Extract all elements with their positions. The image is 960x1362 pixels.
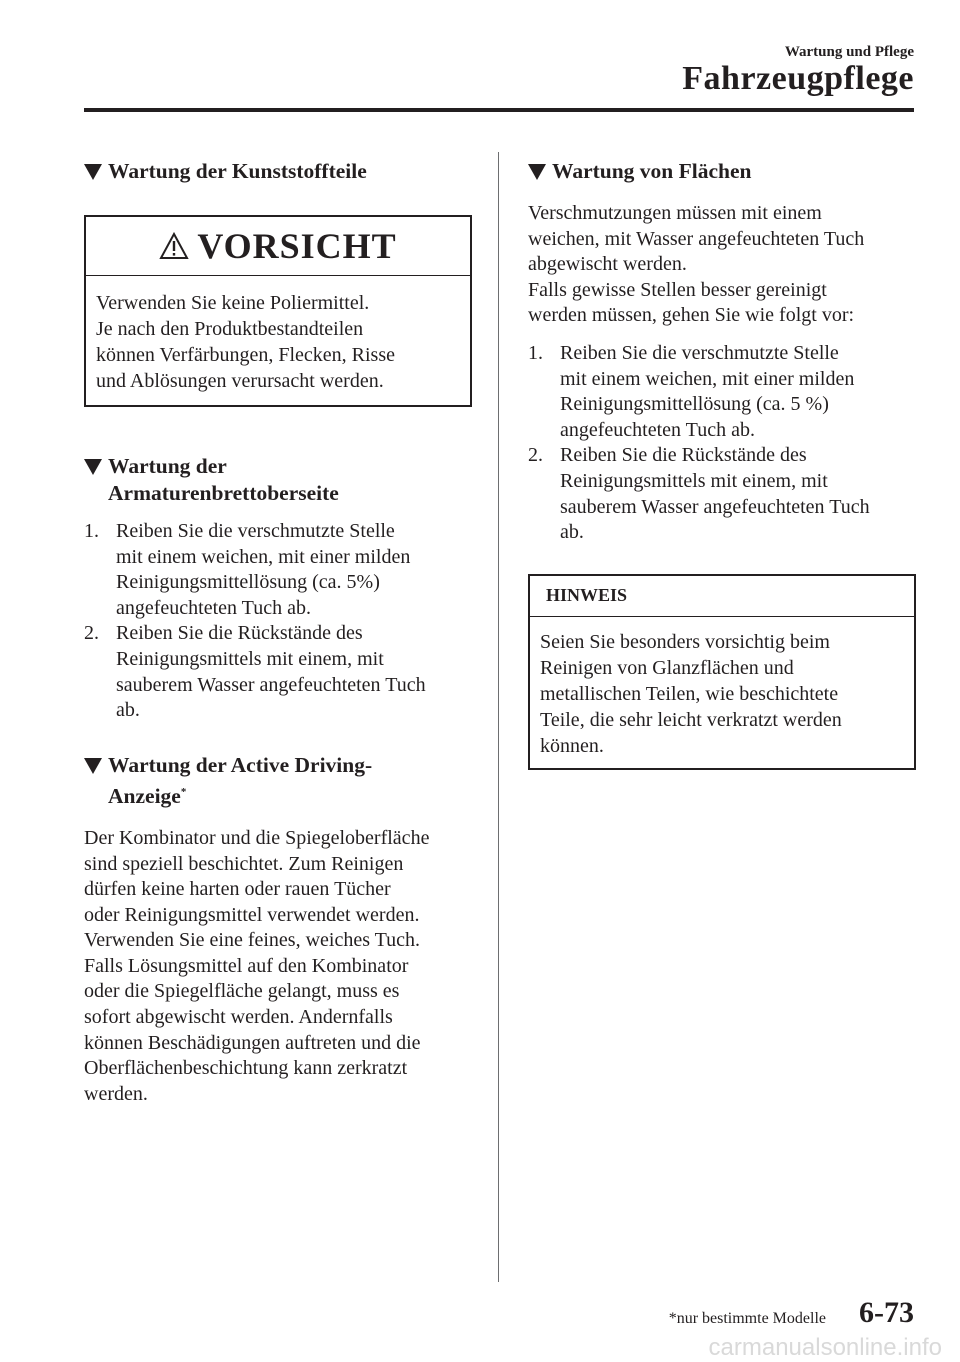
steps-armaturenbrett xyxy=(84,519,472,724)
list-item: 2. Reiben Sie die Rückstände des Reinigungsmittels mit einem, mit sauberem Wasser angefeuchteten Tuch ab. xyxy=(84,622,426,722)
caution-title: VORSICHT xyxy=(197,226,397,266)
caution-header xyxy=(86,217,470,276)
left-column xyxy=(84,158,472,1107)
note-box xyxy=(528,574,916,770)
heading-active-driving-display: Wartung der Active Driving- Anzeige* xyxy=(84,752,472,810)
triangle-bullet-icon xyxy=(528,164,546,180)
caution-text: Verwenden Sie keine Poliermittel. Je nach den Produktbestandteilen können Verfärbungen, Flecken, Risse und Ablösungen verursacht werden. xyxy=(96,292,396,392)
triangle-bullet-icon xyxy=(84,758,102,774)
chapter-label: Wartung und Pflege xyxy=(784,44,914,60)
right-column xyxy=(528,158,916,770)
active-driving-display-text: Der Kombinator und die Spiegeloberfläche sind speziell beschichtet. Zum Reinigen dürfen keine harten oder rauen Tücher oder Reinigungsmittel verwendet werden. Verwenden Sie eine feines, weiches Tuch. Falls Lösungsmittel auf den Kombinator oder die Spiegelfläche gelangt, muss es sofort abgewischt werden. Andernfalls können Beschädigungen auftreten und die Oberflächenbeschichtung kann zerkratzt werden. xyxy=(84,826,430,1105)
heading-armaturenbrett: Wartung der Armaturenbrettoberseite xyxy=(84,453,472,507)
note-text: Seien Sie besonders vorsichtig beim Reinigen von Glanzflächen und metallischen Teilen, wie beschichtete Teile, die sehr leicht verkratzt werden können. xyxy=(540,630,842,757)
warning-triangle-icon xyxy=(159,232,189,260)
list-item: 2. Reiben Sie die Rückstände des Reinigungsmittels mit einem, mit sauberem Wasser angefeuchteten Tuch ab. xyxy=(528,444,870,544)
caution-box xyxy=(84,215,472,407)
triangle-bullet-icon xyxy=(84,164,102,180)
list-item: 1. Reiben Sie die verschmutzte Stelle mit einem weichen, mit einer milden Reinigungsmittellösung (ca. 5%) angefeuchteten Tuch ab. xyxy=(84,520,411,619)
watermark: carmanualsonline.info xyxy=(708,1334,942,1361)
list-item: 1. Reiben Sie die verschmutzte Stelle mit einem weichen, mit einer milden Reinigungsmittellösung (ca. 5 %) angefeuchteten Tuch ab. xyxy=(528,341,855,441)
column-divider xyxy=(498,152,499,1282)
triangle-bullet-icon xyxy=(84,459,102,475)
steps-flaechen xyxy=(528,341,916,546)
section-title: Fahrzeugpflege xyxy=(682,60,914,97)
page-number: 6-73 xyxy=(859,1296,914,1329)
note-header: HINWEIS xyxy=(530,576,914,617)
footnote-mark: * xyxy=(180,785,187,798)
heading-flaechen: Wartung von Flächen xyxy=(528,158,916,185)
heading-kunststoffteile: Wartung der Kunststoffteile xyxy=(84,158,472,185)
header-rule xyxy=(84,108,914,112)
footnote: *nur bestimmte Modelle xyxy=(668,1310,826,1327)
flaechen-intro: Verschmutzungen müssen mit einem weichen, mit Wasser angefeuchteten Tuch abgewischt werden. Falls gewisse Stellen besser gereinigt werden müssen, gehen Sie wie folgt vor: xyxy=(528,202,865,327)
